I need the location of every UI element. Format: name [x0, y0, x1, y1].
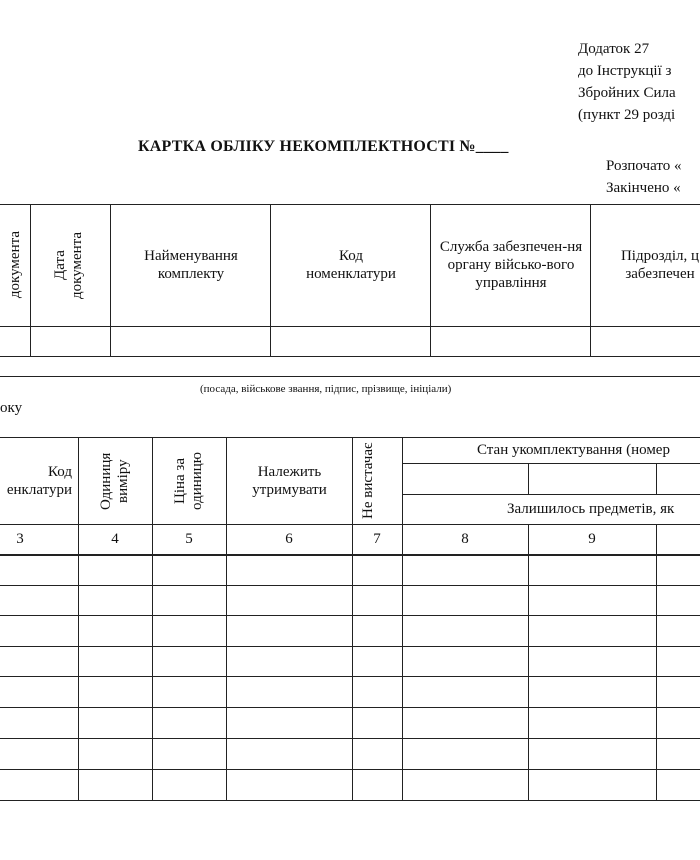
col-number: 8: [461, 531, 469, 547]
appendix-point: (пункт 29 розді: [578, 107, 676, 123]
document-title: КАРТКА ОБЛІКУ НЕКОМПЛЕКТНОСТІ №____: [138, 138, 509, 155]
header-supply-service: Служба забезпечен-ня органу військо-вого управління: [439, 239, 583, 291]
header-subdivision: Підрозділ, ц забезпечен: [620, 248, 700, 282]
header-unit-measure: Одиниця виміру: [97, 451, 131, 510]
col-number: 3: [16, 531, 24, 547]
header-document-date: Дата документа: [52, 231, 85, 299]
signature-line: [0, 376, 700, 377]
appendix-instruction: до Інструкції з: [578, 63, 672, 79]
col-number: 9: [588, 531, 596, 547]
header-kit-name: Найменування комплекту: [144, 248, 238, 282]
header-nomenclature-code: Код номенклатури: [306, 248, 396, 282]
appendix-number: Додаток 27: [578, 41, 650, 57]
period-text-fragment: оку: [0, 400, 23, 416]
header-unit-price: Ціна за одиницю: [171, 451, 205, 510]
header-should-hold: Належить утримувати: [252, 463, 327, 498]
signature-caption: (посада, військове звання, підпис, прізвище, ініціали): [200, 383, 452, 395]
header-nomenclature-code-2: Код енклатури: [6, 463, 72, 498]
col-number: 6: [285, 531, 293, 547]
header-missing: Не вистачає: [359, 442, 376, 519]
header-completion-state: Стан укомплектування (номер: [477, 442, 670, 458]
col-number: 7: [373, 531, 381, 547]
finished-label: Закінчено «: [606, 180, 681, 196]
header-items-remaining: Залишилось предметів, як: [507, 501, 675, 517]
header-document-number: документа: [7, 231, 23, 299]
col-number: 4: [111, 531, 119, 547]
started-label: Розпочато «: [606, 158, 682, 174]
appendix-forces: Збройних Сила: [578, 85, 676, 101]
col-number: 5: [185, 531, 193, 547]
